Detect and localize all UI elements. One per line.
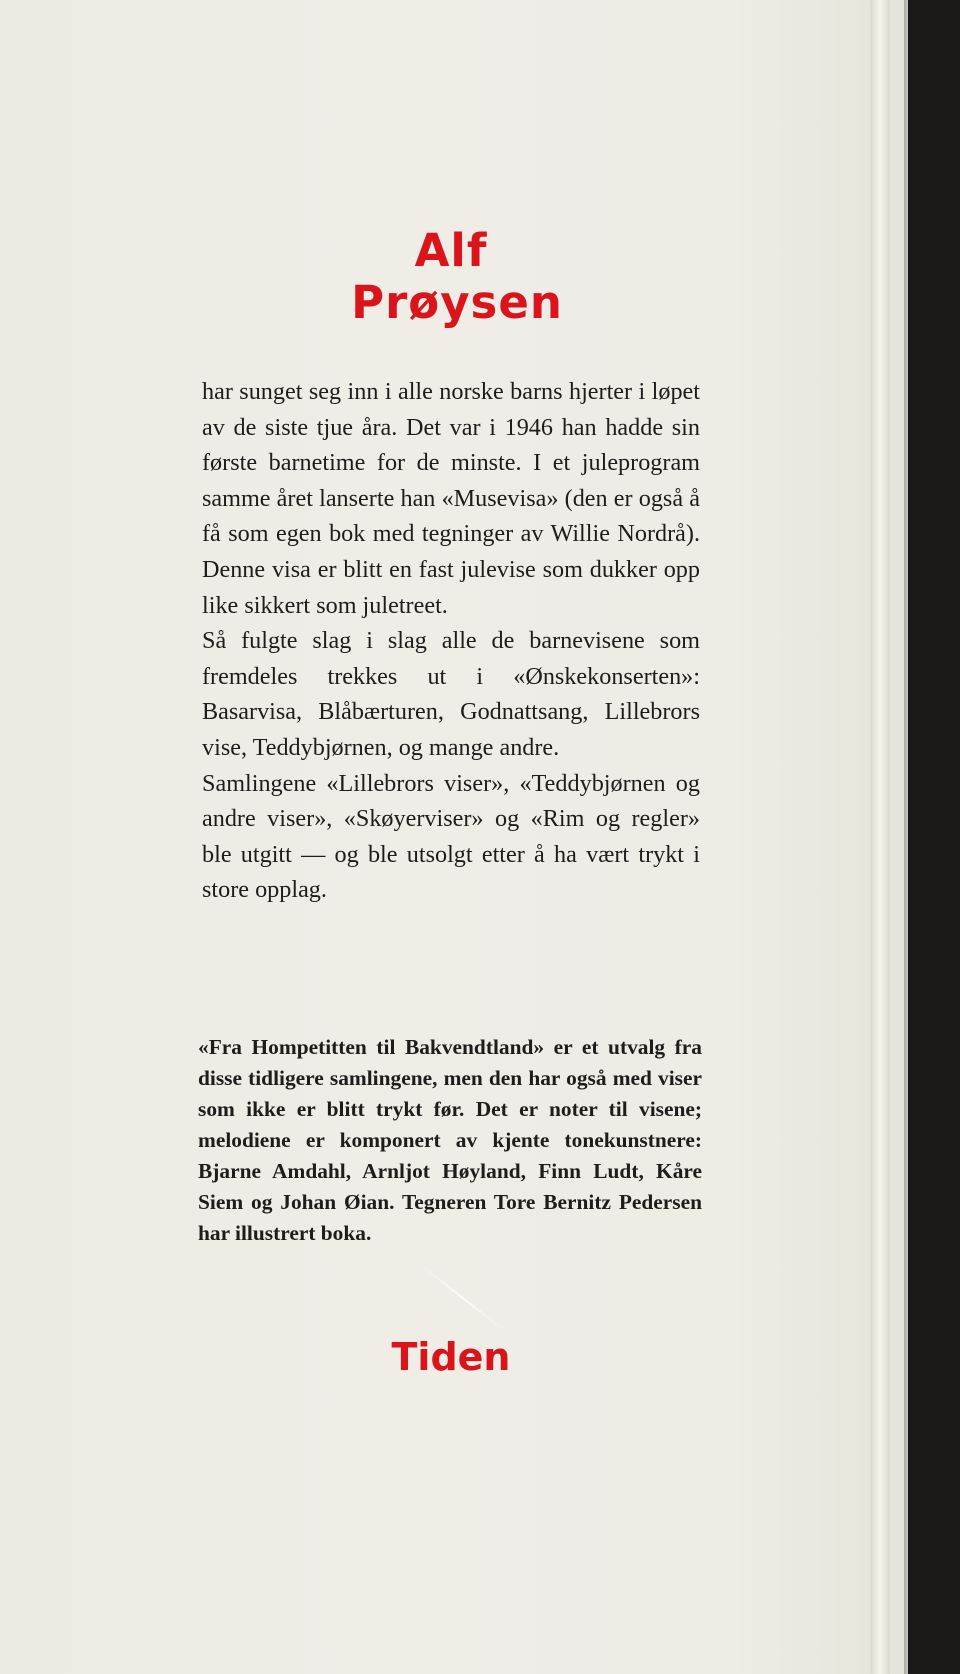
author-first-name: Alf bbox=[414, 224, 488, 277]
paper-crease bbox=[417, 1262, 505, 1331]
author-last-name: Prøysen bbox=[351, 276, 563, 329]
description-text bbox=[202, 374, 700, 908]
publisher-logo: Tiden bbox=[391, 1335, 511, 1379]
description-paragraph-1: har sunget seg inn i alle norske barns hjerter i løpet av de siste tjue åra. Det var i 1946 han hadde sin første barnetime for de minste. I et juleprogram samme året lanserte han «Musevisa» (den er også å få som egen bok med tegninger av Willie Nordrå). Denne visa er blitt en fast julevise som dukker opp like sikkert som juletreet. bbox=[202, 378, 700, 619]
collection-summary: «Fra Hompetitten til Bakvendtland» er et utvalg fra disse tidligere samlingene, men den har også med viser som ikke er blitt trykt før. Det er noter til visene; melodiene er komponert av kjente tonekunstnere: Bjarne Amdahl, Arnljot Høyland, Finn Ludt, Kåre Siem og Johan Øian. Tegneren Tore Bernitz Pedersen har illustrert boka. bbox=[198, 1035, 702, 1245]
edge-shadow bbox=[904, 0, 912, 1674]
description-paragraph-2: Så fulgte slag i slag alle de barnevisene som fremdeles trekkes ut i «Ønskekonserten»: Basarvisa, Blåbærturen, Godnattsang, Lillebrors vise, Teddybjørnen, og mange andre. bbox=[202, 627, 700, 761]
book-spine-edge bbox=[872, 0, 890, 1674]
description-paragraph-3: Samlingene «Lillebrors viser», «Teddybjørnen og andre viser», «Skøyerviser» og «Rim og regler» ble utgitt — og ble utsolgt etter å ha vært trykt i store opplag. bbox=[202, 769, 700, 904]
